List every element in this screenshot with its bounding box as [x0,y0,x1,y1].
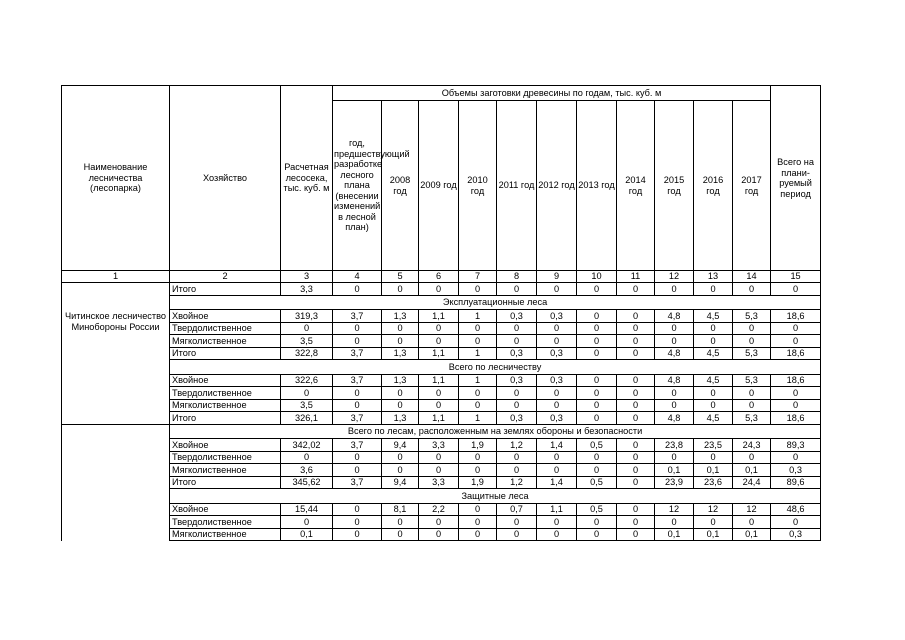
value-cell: 0,3 [537,412,577,425]
farm-label: Мягколиственное [170,464,281,477]
header-farm: Хозяйство [170,86,281,271]
value-cell: 4,8 [655,310,694,323]
value-cell: 0 [617,503,655,516]
farm-label: Итого [170,412,281,425]
header-year: 2012 год [537,101,577,271]
value-cell: 8,1 [382,503,419,516]
value-cell: 0 [333,528,382,541]
value-cell: 3,3 [419,439,459,452]
value-cell: 0 [419,464,459,477]
value-cell: 0 [694,283,733,296]
value-cell: 0 [419,322,459,335]
value-cell: 0,1 [281,528,333,541]
column-number: 5 [382,271,419,283]
value-cell: 0 [537,451,577,464]
value-cell: 0 [694,387,733,400]
value-cell: 0 [617,347,655,360]
header-allowable-cut: Расчетная лесосека, тыс. куб. м [281,86,333,271]
value-cell: 18,6 [771,412,821,425]
value-cell: 322,8 [281,347,333,360]
value-cell: 0 [617,335,655,348]
value-cell: 0 [771,399,821,412]
value-cell: 0 [419,516,459,529]
value-cell: 0 [577,347,617,360]
value-cell: 4,8 [655,374,694,387]
value-cell: 4,5 [694,412,733,425]
value-cell: 0,1 [733,464,771,477]
value-cell: 0 [333,322,382,335]
value-cell: 0 [617,464,655,477]
value-cell: 0 [419,283,459,296]
value-cell: 0 [617,283,655,296]
value-cell: 1 [459,374,497,387]
farm-label: Мягколиственное [170,528,281,541]
farm-label: Твердолиственное [170,322,281,335]
value-cell: 0 [617,322,655,335]
value-cell: 0 [577,528,617,541]
value-cell: 0 [771,322,821,335]
value-cell: 0 [333,451,382,464]
value-cell: 2,2 [419,503,459,516]
value-cell: 3,7 [333,412,382,425]
value-cell: 0,3 [771,528,821,541]
value-cell: 0 [382,528,419,541]
value-cell: 0 [459,528,497,541]
value-cell: 0,3 [537,374,577,387]
column-number: 15 [771,271,821,283]
value-cell: 0 [497,399,537,412]
value-cell: 345,62 [281,476,333,489]
value-cell: 48,6 [771,503,821,516]
value-cell: 0 [419,399,459,412]
value-cell: 0 [577,335,617,348]
value-cell: 23,9 [655,476,694,489]
value-cell: 0 [537,322,577,335]
header-year: 2015 год [655,101,694,271]
value-cell: 0 [459,503,497,516]
value-cell: 1,3 [382,310,419,323]
value-cell: 0 [694,516,733,529]
value-cell: 5,3 [733,310,771,323]
value-cell: 0 [655,322,694,335]
value-cell: 1,2 [497,439,537,452]
value-cell: 1 [459,347,497,360]
value-cell: 4,5 [694,374,733,387]
value-cell: 0,3 [771,464,821,477]
value-cell: 0,5 [577,503,617,516]
value-cell: 0,5 [577,476,617,489]
value-cell: 0 [577,374,617,387]
value-cell: 0 [655,335,694,348]
value-cell: 0 [419,387,459,400]
column-number: 7 [459,271,497,283]
value-cell: 322,6 [281,374,333,387]
value-cell: 0 [577,451,617,464]
value-cell: 0 [497,335,537,348]
farm-label: Твердолиственное [170,387,281,400]
value-cell: 0 [577,412,617,425]
section-title: Всего по лесничеству [170,360,821,375]
value-cell: 0 [577,283,617,296]
value-cell: 0 [655,399,694,412]
header-year: 2011 год [497,101,537,271]
header-year: 2010 год [459,101,497,271]
header-year: 2008 год [382,101,419,271]
value-cell: 0,1 [694,528,733,541]
value-cell: 3,7 [333,439,382,452]
value-cell: 3,5 [281,399,333,412]
value-cell: 0 [497,283,537,296]
value-cell: 0 [382,387,419,400]
value-cell: 0 [419,335,459,348]
value-cell: 3,7 [333,347,382,360]
value-cell: 0 [333,387,382,400]
value-cell: 0,5 [577,439,617,452]
column-number: 13 [694,271,733,283]
value-cell: 0 [382,464,419,477]
value-cell: 0 [281,516,333,529]
value-cell: 18,6 [771,347,821,360]
value-cell: 342,02 [281,439,333,452]
value-cell: 0 [382,399,419,412]
value-cell: 0 [617,310,655,323]
value-cell: 5,3 [733,412,771,425]
value-cell: 0 [617,528,655,541]
value-cell: 0 [771,451,821,464]
value-cell: 4,8 [655,347,694,360]
value-cell: 1,2 [497,476,537,489]
header-year: 2016 год [694,101,733,271]
value-cell: 0 [459,322,497,335]
header-year: 2014 год [617,101,655,271]
value-cell: 1,4 [537,439,577,452]
value-cell: 3,6 [281,464,333,477]
header-group: Объемы заготовки древесины по годам, тыс. куб. м [333,86,771,101]
value-cell: 0 [577,464,617,477]
value-cell: 1,9 [459,439,497,452]
value-cell: 12 [733,503,771,516]
value-cell: 0 [617,412,655,425]
value-cell: 0 [733,387,771,400]
column-number: 11 [617,271,655,283]
farm-label: Хвойное [170,439,281,452]
value-cell: 0 [333,399,382,412]
column-number: 9 [537,271,577,283]
value-cell: 0 [577,387,617,400]
value-cell: 0 [497,528,537,541]
value-cell: 0 [382,335,419,348]
value-cell: 0 [617,516,655,529]
value-cell: 12 [694,503,733,516]
value-cell: 1,1 [419,347,459,360]
value-cell: 0 [333,335,382,348]
value-cell: 5,3 [733,347,771,360]
column-number: 12 [655,271,694,283]
value-cell: 0 [733,451,771,464]
value-cell: 0,1 [694,464,733,477]
value-cell: 0,3 [497,310,537,323]
farm-label: Мягколиственное [170,335,281,348]
value-cell: 1 [459,412,497,425]
value-cell: 0,3 [537,347,577,360]
value-cell: 0 [537,399,577,412]
forestry-name-empty [62,424,170,541]
value-cell: 0 [497,464,537,477]
value-cell: 0 [281,387,333,400]
value-cell: 0,1 [655,528,694,541]
value-cell: 3,3 [419,476,459,489]
value-cell: 0 [771,335,821,348]
column-number: 8 [497,271,537,283]
value-cell: 0 [382,516,419,529]
harvest-volume-table [61,85,821,541]
value-cell: 0,1 [733,528,771,541]
value-cell: 23,6 [694,476,733,489]
value-cell: 0,3 [497,347,537,360]
value-cell: 0,1 [655,464,694,477]
value-cell: 0 [537,528,577,541]
value-cell: 0 [537,464,577,477]
value-cell: 0 [382,322,419,335]
value-cell: 0,3 [497,412,537,425]
value-cell: 1,1 [419,412,459,425]
farm-label: Хвойное [170,310,281,323]
value-cell: 0 [617,451,655,464]
value-cell: 0 [459,387,497,400]
value-cell: 0 [537,335,577,348]
farm-label: Твердолиственное [170,516,281,529]
value-cell: 4,5 [694,310,733,323]
column-number: 2 [170,271,281,283]
value-cell: 0 [419,451,459,464]
value-cell: 23,5 [694,439,733,452]
value-cell: 4,5 [694,347,733,360]
value-cell: 9,4 [382,476,419,489]
value-cell: 0 [382,451,419,464]
farm-label: Итого [170,347,281,360]
value-cell: 0 [333,283,382,296]
value-cell: 0,3 [537,310,577,323]
value-cell: 1,3 [382,412,419,425]
farm-label: Итого [170,476,281,489]
value-cell: 0 [537,387,577,400]
value-cell: 0 [577,516,617,529]
value-cell: 0 [333,464,382,477]
value-cell: 15,44 [281,503,333,516]
value-cell: 0 [577,310,617,323]
value-cell: 0,7 [497,503,537,516]
forestry-name: Читинское лесничество Минобороны России [62,283,170,425]
value-cell: 0 [537,516,577,529]
farm-label: Твердолиственное [170,451,281,464]
value-cell: 0 [459,335,497,348]
section-title: Всего по лесам, расположенным на землях обороны и безопасности [170,424,821,439]
value-cell: 0 [733,335,771,348]
value-cell: 0 [733,283,771,296]
value-cell: 24,4 [733,476,771,489]
value-cell: 0 [333,516,382,529]
value-cell: 0 [333,503,382,516]
value-cell: 12 [655,503,694,516]
value-cell: 9,4 [382,439,419,452]
value-cell: 3,7 [333,374,382,387]
value-cell: 0 [459,516,497,529]
value-cell: 0 [459,464,497,477]
header-forestry: Наименование лесничества (лесопарка) [62,86,170,271]
value-cell: 0,3 [497,374,537,387]
value-cell: 1,1 [419,310,459,323]
farm-label: Мягколиственное [170,399,281,412]
value-cell: 0 [281,322,333,335]
farm-label: Итого [170,283,281,296]
value-cell: 1 [459,310,497,323]
value-cell: 24,3 [733,439,771,452]
value-cell: 0 [459,399,497,412]
value-cell: 0 [655,516,694,529]
value-cell: 4,8 [655,412,694,425]
value-cell: 0 [617,374,655,387]
value-cell: 0 [497,387,537,400]
column-number: 10 [577,271,617,283]
value-cell: 3,7 [333,310,382,323]
value-cell: 0 [617,476,655,489]
farm-label: Хвойное [170,374,281,387]
value-cell: 0 [497,516,537,529]
value-cell: 1,1 [537,503,577,516]
section-title: Эксплуатационные леса [170,295,821,310]
column-number: 1 [62,271,170,283]
value-cell: 0 [459,451,497,464]
value-cell: 0 [655,283,694,296]
column-number: 6 [419,271,459,283]
value-cell: 0 [459,283,497,296]
value-cell: 1,1 [419,374,459,387]
header-prev-year: год, предшествующий разработке лесного плана (внесении изменений в лесной план) [333,101,382,271]
value-cell: 1,3 [382,374,419,387]
value-cell: 0 [733,399,771,412]
value-cell: 18,6 [771,374,821,387]
value-cell: 0 [617,387,655,400]
column-number: 14 [733,271,771,283]
column-number: 4 [333,271,382,283]
value-cell: 326,1 [281,412,333,425]
value-cell: 1,9 [459,476,497,489]
value-cell: 1,4 [537,476,577,489]
header-total: Всего на плани-руемый период [771,86,821,271]
value-cell: 89,6 [771,476,821,489]
section-title: Защитные леса [170,489,821,504]
value-cell: 5,3 [733,374,771,387]
value-cell: 23,8 [655,439,694,452]
value-cell: 0 [771,516,821,529]
value-cell: 3,5 [281,335,333,348]
value-cell: 0 [694,399,733,412]
value-cell: 0 [694,335,733,348]
value-cell: 0 [577,399,617,412]
value-cell: 0 [537,283,577,296]
header-year: 2009 год [419,101,459,271]
value-cell: 0 [771,387,821,400]
value-cell: 0 [733,322,771,335]
value-cell: 319,3 [281,310,333,323]
value-cell: 0 [382,283,419,296]
value-cell: 0 [617,439,655,452]
value-cell: 0 [497,322,537,335]
value-cell: 0 [655,451,694,464]
value-cell: 0 [617,399,655,412]
value-cell: 0 [281,451,333,464]
value-cell: 3,3 [281,283,333,296]
header-year: 2017 год [733,101,771,271]
value-cell: 0 [497,451,537,464]
value-cell: 89,3 [771,439,821,452]
farm-label: Хвойное [170,503,281,516]
column-number: 3 [281,271,333,283]
value-cell: 1,3 [382,347,419,360]
value-cell: 3,7 [333,476,382,489]
value-cell: 0 [694,322,733,335]
header-year: 2013 год [577,101,617,271]
value-cell: 0 [577,322,617,335]
value-cell: 0 [733,516,771,529]
value-cell: 0 [419,528,459,541]
value-cell: 0 [655,387,694,400]
value-cell: 0 [771,283,821,296]
value-cell: 0 [694,451,733,464]
value-cell: 18,6 [771,310,821,323]
